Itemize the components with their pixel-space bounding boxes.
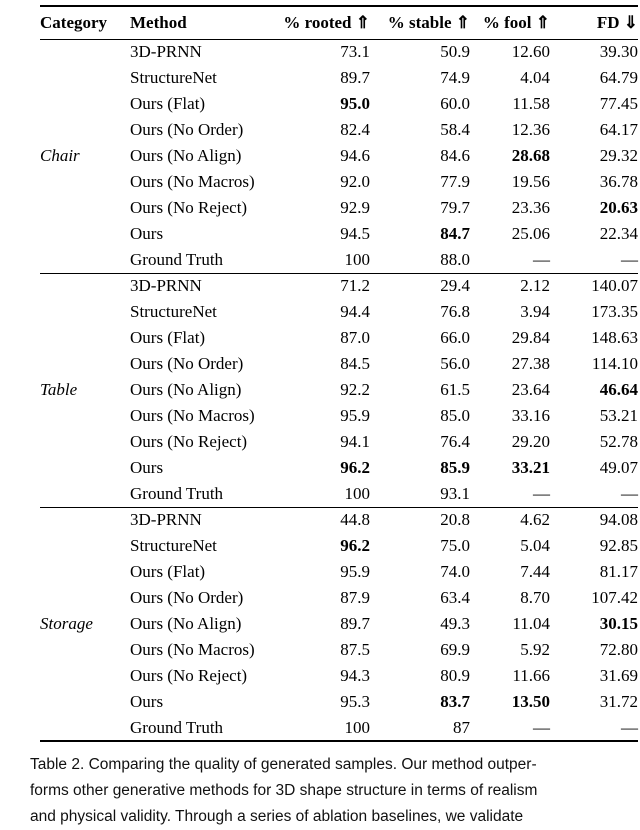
- value-cell: 2.12: [470, 273, 550, 299]
- value-cell: 23.64: [511, 380, 550, 399]
- method-cell: Ours (Flat): [130, 94, 206, 113]
- value-cell: 64.79: [599, 68, 638, 87]
- column-header-fool: % fool ⇑: [470, 6, 550, 39]
- value-cell: 66.0: [440, 328, 470, 347]
- column-header-category: Category: [40, 6, 130, 39]
- value-cell: 64.17: [599, 120, 638, 139]
- value-cell: 12.36: [511, 120, 550, 139]
- caption-line-3: and physical validity. Through a series of ablation baselines, we validate: [30, 808, 524, 825]
- value-cell: 87.0: [340, 328, 370, 347]
- value-cell: 173.35: [591, 302, 638, 321]
- value-cell: 72.80: [599, 640, 638, 659]
- value-cell: 95.3: [340, 692, 370, 711]
- table-row: [40, 247, 638, 273]
- value-cell: 74.9: [440, 68, 470, 87]
- column-header-rooted: % rooted ⇑: [278, 6, 370, 39]
- value-cell: 76.4: [440, 432, 470, 451]
- value-cell: 96.2: [340, 536, 370, 555]
- method-cell: Ours (No Align): [130, 380, 242, 399]
- value-cell: 31.69: [599, 666, 638, 685]
- table-row: [40, 169, 638, 195]
- value-cell: 23.36: [511, 198, 550, 217]
- category-cell: Chair: [40, 146, 80, 165]
- table-row: [40, 637, 638, 663]
- value-cell: 12.60: [511, 42, 550, 62]
- table-row: [40, 559, 638, 585]
- method-cell: Ground Truth: [130, 717, 224, 737]
- value-cell: 53.21: [599, 406, 638, 425]
- table-row: [40, 585, 638, 611]
- value-cell: 4.62: [470, 507, 550, 533]
- value-cell: 11.66: [512, 666, 550, 685]
- table-row: [40, 221, 638, 247]
- value-cell: 74.0: [440, 562, 470, 581]
- table-row: [40, 455, 638, 481]
- value-cell: 27.38: [511, 354, 550, 373]
- value-cell: 52.78: [599, 432, 638, 451]
- value-cell: 4.04: [520, 68, 550, 87]
- value-cell: 81.17: [599, 562, 638, 581]
- method-cell: Ours (No Reject): [130, 666, 248, 685]
- value-cell: 3.94: [520, 302, 550, 321]
- table-row: [40, 663, 638, 689]
- value-cell: 29.20: [511, 432, 550, 451]
- value-cell: 96.2: [340, 458, 370, 477]
- header-row: [40, 6, 638, 39]
- table-row: [40, 429, 638, 455]
- method-cell: StructureNet: [130, 536, 217, 555]
- table-row: [40, 65, 638, 91]
- value-cell: 56.0: [440, 354, 470, 373]
- table-row: [40, 611, 638, 637]
- value-cell: 84.5: [340, 354, 370, 373]
- value-cell: 7.44: [520, 562, 550, 581]
- column-header-fd: FD ⇓: [550, 6, 638, 39]
- value-cell: 33.21: [511, 458, 550, 477]
- method-cell: Ours (No Align): [130, 614, 242, 633]
- value-cell: 89.7: [340, 614, 370, 633]
- table-row: [40, 481, 638, 507]
- value-cell: 28.68: [511, 146, 550, 165]
- value-cell: 49.07: [599, 458, 638, 477]
- value-cell: 44.8: [278, 507, 370, 533]
- value-cell: 84.7: [440, 224, 470, 243]
- value-cell: 49.3: [440, 614, 470, 633]
- value-cell: 20.63: [599, 198, 638, 217]
- value-cell: 5.04: [520, 536, 550, 555]
- value-cell: 82.4: [340, 120, 370, 139]
- value-cell: 84.6: [440, 146, 470, 165]
- method-cell: Ours (Flat): [130, 562, 206, 581]
- table-row: [40, 91, 638, 117]
- method-cell: 3D-PRNN: [130, 273, 278, 299]
- value-cell: 94.08: [550, 507, 638, 533]
- value-cell: 8.70: [520, 588, 550, 607]
- value-cell: 94.6: [340, 146, 370, 165]
- table-row: [40, 507, 638, 533]
- value-cell: 148.63: [591, 328, 638, 347]
- method-cell: Ours (No Macros): [130, 406, 255, 425]
- value-cell: 39.30: [599, 42, 638, 62]
- value-cell: 140.07: [550, 273, 638, 299]
- table-row: [40, 273, 638, 299]
- value-cell: 73.1: [340, 42, 370, 62]
- value-cell: 19.56: [511, 172, 550, 191]
- method-cell: Ours (No Reject): [130, 432, 248, 451]
- table-row: [40, 689, 638, 715]
- table-header: [40, 6, 638, 39]
- method-cell: 3D-PRNN: [130, 507, 278, 533]
- value-cell: —: [621, 483, 638, 503]
- results-table: [40, 5, 638, 742]
- value-cell: 94.1: [340, 432, 370, 451]
- value-cell: —: [533, 717, 550, 737]
- caption-line-1: Table 2. Comparing the quality of generated samples. Our method outper-: [30, 756, 537, 773]
- value-cell: 77.9: [440, 172, 470, 191]
- value-cell: 95.9: [340, 562, 370, 581]
- table-row: [40, 117, 638, 143]
- value-cell: 95.9: [340, 406, 370, 425]
- table-row: [40, 403, 638, 429]
- value-cell: 114.10: [591, 354, 638, 373]
- method-cell: Ours (No Reject): [130, 198, 248, 217]
- value-cell: 33.16: [511, 406, 550, 425]
- table-row: [40, 377, 638, 403]
- method-cell: Ours: [130, 458, 164, 477]
- value-cell: 87: [453, 717, 470, 737]
- value-cell: 20.8: [370, 507, 470, 533]
- value-cell: 88.0: [440, 249, 470, 269]
- value-cell: 100: [344, 249, 370, 269]
- method-cell: Ours: [130, 224, 164, 243]
- value-cell: 69.9: [440, 640, 470, 659]
- value-cell: —: [533, 483, 550, 503]
- table-body: [40, 39, 638, 741]
- value-cell: 22.34: [599, 224, 638, 243]
- value-cell: 58.4: [440, 120, 470, 139]
- method-cell: Ground Truth: [130, 483, 224, 503]
- value-cell: 60.0: [440, 94, 470, 113]
- column-header-method: Method: [130, 6, 278, 39]
- value-cell: 63.4: [440, 588, 470, 607]
- value-cell: 29.32: [599, 146, 638, 165]
- method-cell: StructureNet: [130, 302, 217, 321]
- value-cell: 83.7: [440, 692, 470, 711]
- value-cell: 5.92: [520, 640, 550, 659]
- method-cell: Ours (No Order): [130, 588, 244, 607]
- table-row: [40, 715, 638, 741]
- value-cell: 94.5: [340, 224, 370, 243]
- value-cell: 80.9: [440, 666, 470, 685]
- table-row: [40, 195, 638, 221]
- table-row: [40, 143, 638, 169]
- method-cell: Ours (No Order): [130, 120, 244, 139]
- value-cell: 77.45: [599, 94, 638, 113]
- value-cell: 85.0: [440, 406, 470, 425]
- value-cell: 95.0: [340, 94, 370, 113]
- table-caption: [30, 752, 616, 830]
- value-cell: 85.9: [440, 458, 470, 477]
- value-cell: 100: [344, 483, 370, 503]
- value-cell: 92.2: [340, 380, 370, 399]
- value-cell: 89.7: [340, 68, 370, 87]
- method-cell: Ours (No Order): [130, 354, 244, 373]
- table-row: [40, 351, 638, 377]
- method-cell: Ours (No Macros): [130, 172, 255, 191]
- value-cell: 92.85: [599, 536, 638, 555]
- method-cell: Ours (No Align): [130, 146, 242, 165]
- table-row: [40, 533, 638, 559]
- value-cell: 13.50: [511, 692, 550, 711]
- value-cell: 76.8: [440, 302, 470, 321]
- value-cell: 87.9: [340, 588, 370, 607]
- value-cell: —: [621, 717, 638, 737]
- category-cell: Storage: [40, 507, 130, 741]
- method-cell: Ours (Flat): [130, 328, 206, 347]
- value-cell: 29.4: [370, 273, 470, 299]
- value-cell: 29.84: [511, 328, 550, 347]
- value-cell: 94.3: [340, 666, 370, 685]
- method-cell: StructureNet: [130, 68, 217, 87]
- value-cell: 100: [344, 717, 370, 737]
- value-cell: 93.1: [440, 483, 470, 503]
- value-cell: 25.06: [511, 224, 550, 243]
- value-cell: 31.72: [599, 692, 638, 711]
- caption-line-2: forms other generative methods for 3D shape structure in terms of realism: [30, 782, 538, 799]
- method-cell: Ground Truth: [130, 249, 224, 269]
- value-cell: 61.5: [440, 380, 470, 399]
- method-cell: Ours (No Macros): [130, 640, 255, 659]
- value-cell: 92.9: [340, 198, 370, 217]
- value-cell: 87.5: [340, 640, 370, 659]
- value-cell: 50.9: [440, 42, 470, 62]
- table-row: [40, 39, 638, 65]
- value-cell: 107.42: [591, 588, 638, 607]
- table-row: [40, 299, 638, 325]
- table-row: [40, 325, 638, 351]
- value-cell: 36.78: [599, 172, 638, 191]
- value-cell: 75.0: [440, 536, 470, 555]
- value-cell: 94.4: [340, 302, 370, 321]
- value-cell: 46.64: [599, 380, 638, 399]
- category-cell: Table: [40, 273, 130, 507]
- value-cell: 11.58: [512, 94, 550, 113]
- value-cell: —: [621, 249, 638, 269]
- value-cell: 30.15: [599, 614, 638, 633]
- value-cell: 11.04: [512, 614, 550, 633]
- value-cell: 71.2: [278, 273, 370, 299]
- column-header-stable: % stable ⇑: [370, 6, 470, 39]
- value-cell: —: [533, 249, 550, 269]
- value-cell: 92.0: [340, 172, 370, 191]
- method-cell: Ours: [130, 692, 164, 711]
- value-cell: 79.7: [440, 198, 470, 217]
- method-cell: 3D-PRNN: [130, 42, 202, 62]
